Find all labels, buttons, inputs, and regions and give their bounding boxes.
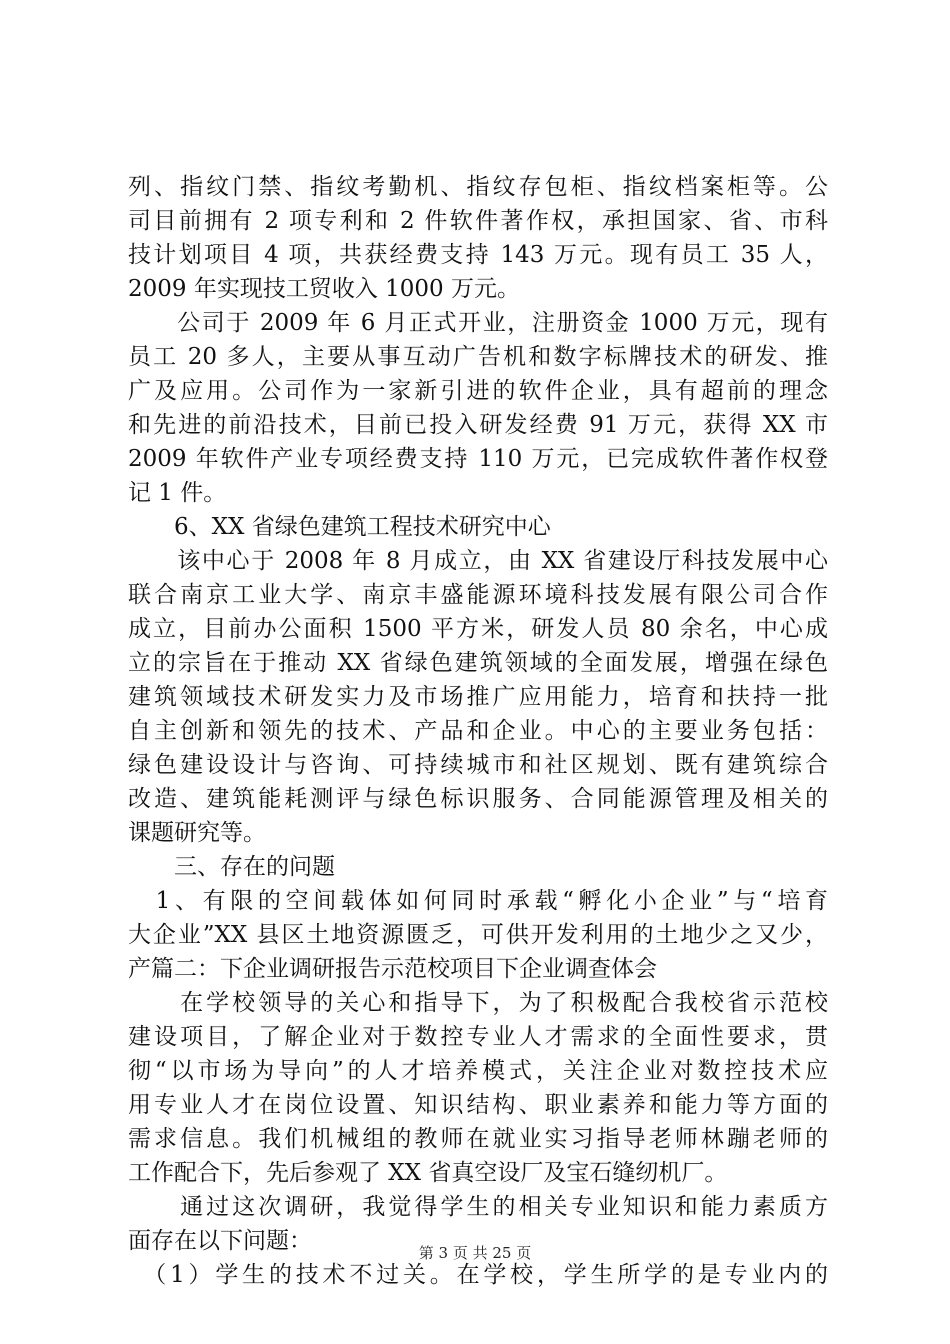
text-line: 列、指纹门禁、指纹考勤机、指纹存包柜、指纹档案柜等。公 [128,174,828,200]
text-line: 三、存在的问题 [128,854,335,880]
page-footer: 第 3 页 共 25 页 [418,1244,532,1262]
text-line: 工作配合下，先后参观了 XX 省真空设厂及宝石缝纫机厂。 [128,1160,728,1186]
text-line: 2009 年实现技工贸收入 1000 万元。 [128,276,520,302]
text-line: 员工 20 多人，主要从事互动广告机和数字标牌技术的研发、推 [128,344,828,370]
text-line: 公司于 2009 年 6 月正式开业，注册资金 1000 万元，现有 [128,310,828,336]
text-line: 需求信息。我们机械组的教师在就业实习指导老师林蹦老师的 [128,1126,828,1152]
text-line: （1）学生的技术不过关。在学校，学生所学的是专业内的 [128,1262,828,1288]
text-line: 联合南京工业大学、南京丰盛能源环境科技发展有限公司合作 [128,582,828,608]
text-line: 课题研究等。 [128,820,266,846]
text-line: 通过这次调研，我觉得学生的相关专业知识和能力素质方 [128,1194,828,1220]
text-line: 产篇二：下企业调研报告示范校项目下企业调查体会 [128,956,657,982]
text-line: 和先进的前沿技术，目前已投入研发经费 91 万元，获得 XX 市 [128,412,828,438]
text-line: 成立，目前办公面积 1500 平方米，研发人员 80 余名，中心成 [128,616,828,642]
text-line: 6、XX 省绿色建筑工程技术研究中心 [128,514,551,540]
text-line: 在学校领导的关心和指导下，为了积极配合我校省示范校 [128,990,828,1016]
document-body [128,170,828,1292]
text-line: 彻“以市场为导向”的人才培养模式，关注企业对数控技术应 [128,1058,828,1084]
text-line: 面存在以下问题： [128,1228,312,1254]
text-line: 建筑领域技术研发实力及市场推广应用能力，培育和扶持一批 [128,684,828,710]
text-line: 2009 年软件产业专项经费支持 110 万元，已完成软件著作权登 [128,446,828,472]
text-line: 技计划项目 4 项，共获经费支持 143 万元。现有员工 35 人， [128,242,828,268]
text-line: 自主创新和领先的技术、产品和企业。中心的主要业务包括： [128,718,828,744]
text-line: 建设项目，了解企业对于数控专业人才需求的全面性要求，贯 [128,1024,828,1050]
text-line: 广及应用。公司作为一家新引进的软件企业，具有超前的理念 [128,378,828,404]
text-line: 立的宗旨在于推动 XX 省绿色建筑领域的全面发展，增强在绿色 [128,650,828,676]
text-line: 绿色建设设计与咨询、可持续城市和社区规划、既有建筑综合 [128,752,828,778]
text-line: 1、有限的空间载体如何同时承载“孵化小企业”与“培育 [128,888,828,914]
text-line: 改造、建筑能耗测评与绿色标识服务、合同能源管理及相关的 [128,786,828,812]
text-line: 该中心于 2008 年 8 月成立，由 XX 省建设厅科技发展中心 [128,548,828,574]
text-line: 司目前拥有 2 项专利和 2 件软件著作权，承担国家、省、市科 [128,208,828,234]
text-line: 记 1 件。 [128,480,227,506]
text-line: 大企业”XX 县区土地资源匮乏，可供开发利用的土地少之又少， [128,922,828,948]
text-line: 用专业人才在岗位设置、知识结构、职业素养和能力等方面的 [128,1092,828,1118]
